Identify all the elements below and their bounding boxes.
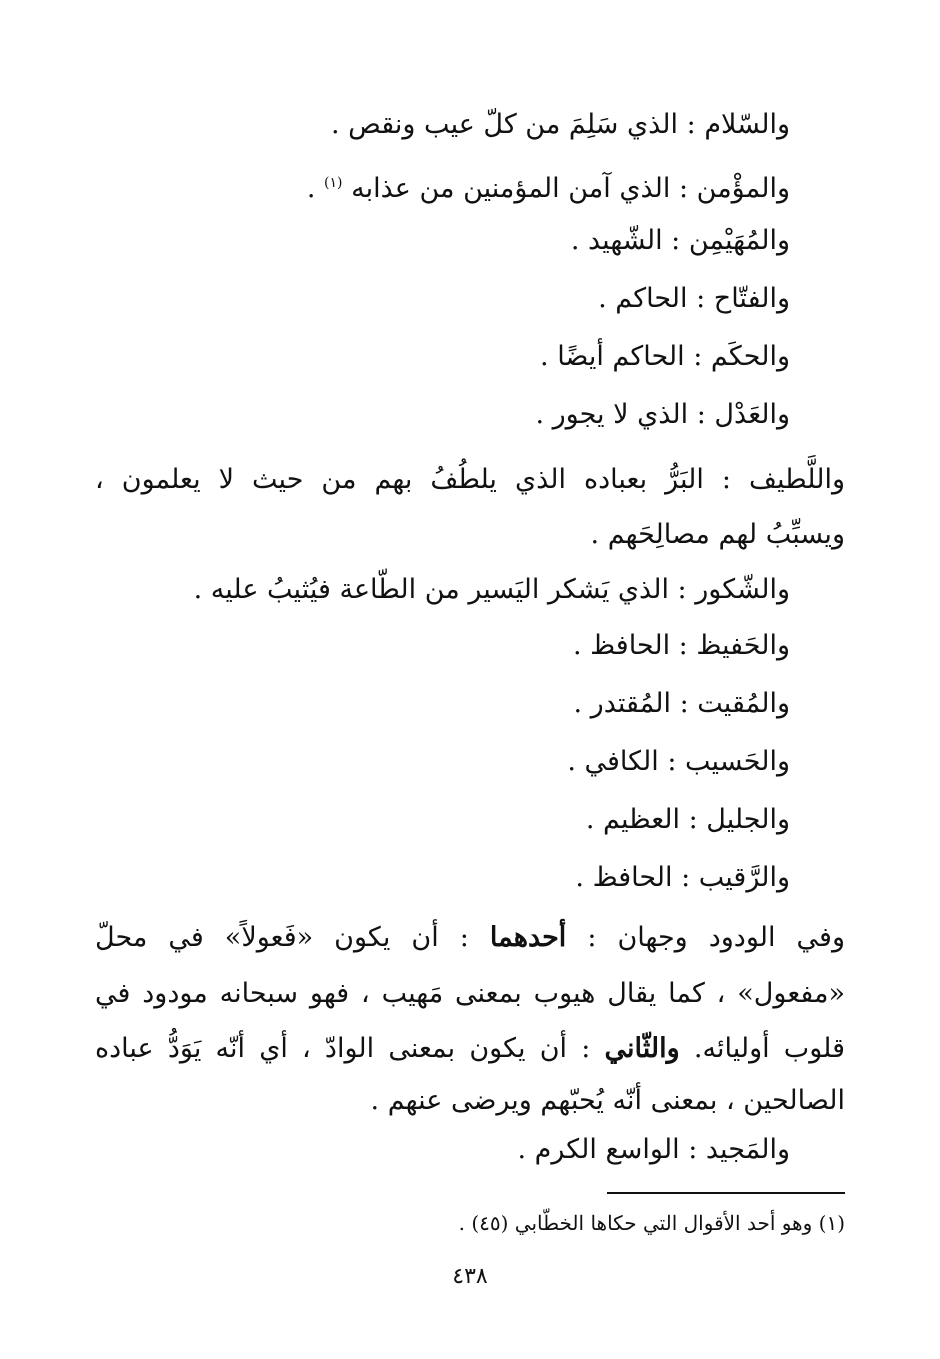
entry-definition: الكافي . <box>567 746 659 777</box>
footnote-divider <box>607 1192 845 1194</box>
entry-term: والمُهَيْمِن <box>688 225 790 256</box>
entry-salam <box>331 105 790 145</box>
entry-separator: : <box>687 283 714 314</box>
entry-separator: : <box>678 109 705 140</box>
entry-muqit <box>574 684 791 724</box>
entry-adl <box>535 395 790 435</box>
wadud-text: الصالحين ، بمعنى أنّه يُحبّهم ويرضى عنهم . <box>370 1085 845 1116</box>
entry-term: والمَجيد <box>705 1134 790 1165</box>
entry-term: والمُقيت <box>697 688 790 719</box>
wadud-text: قلوب أوليائه. <box>679 1033 846 1064</box>
entry-term: والحكَم <box>710 341 790 372</box>
entry-definition: الحافظ . <box>575 862 673 893</box>
entry-definition: الذي لا يجور . <box>535 399 689 430</box>
entry-separator: : <box>688 399 715 430</box>
entry-definition: الذي يَشكر اليَسير من الطّاعة فيُثيبُ عليه . <box>193 574 669 605</box>
entry-shakur <box>194 570 790 610</box>
entry-definition: العظيم . <box>585 804 680 835</box>
entry-definition: البَرُّ بعباده الذي يلطُفُ بهم من حيث لا يعلمون ، <box>95 464 704 495</box>
entry-term: والحَفيظ <box>696 630 790 661</box>
entry-term: والفتّاح <box>713 283 790 314</box>
entry-term: والسّلام <box>704 109 790 140</box>
wadud-text: : أن يكون «فَعولاً» في محلّ <box>95 922 490 953</box>
entry-term: واللَّطيف <box>749 464 845 495</box>
entry-separator: : <box>680 804 707 835</box>
entry-continuation: ويسبِّبُ لهم مصالِحَهم . <box>590 519 845 550</box>
footnote: (١) وهو أحد الأقوال التي حكاها الخطّابي (٤٥) . <box>458 1211 845 1235</box>
entry-separator: : <box>684 341 711 372</box>
entry-separator: : <box>672 862 699 893</box>
wadud-line-3 <box>95 1029 845 1069</box>
entry-latif-continuation <box>591 515 845 555</box>
wadud-second-label: والثّاني <box>604 1033 680 1064</box>
entry-definition: الشّهيد . <box>570 225 663 256</box>
entry-term: والمؤْمن <box>696 173 790 204</box>
entry-separator: : <box>658 746 686 777</box>
entry-hasib <box>567 742 790 782</box>
entry-separator: : <box>670 630 697 661</box>
wadud-text: وفي الودود وجهان : <box>566 922 845 953</box>
footnote-marker: (١) <box>324 175 343 191</box>
entry-definition: الواسع الكرم . <box>517 1134 680 1165</box>
entry-separator: : <box>670 173 697 204</box>
entry-fattah <box>598 279 790 319</box>
entry-term: والحَسيب <box>685 746 790 777</box>
entry-raqib <box>575 858 790 898</box>
wadud-text: «مفعول» ، كما يقال هيوب بمعنى مَهيب ، فهو سبحانه مودود في <box>95 978 845 1009</box>
entry-definition: الحافظ . <box>573 630 671 661</box>
entry-term: والعَدْل <box>714 399 790 430</box>
entry-term: والجليل <box>706 804 790 835</box>
entry-separator: : <box>662 225 689 256</box>
entry-separator: : <box>679 1134 706 1165</box>
page-number: ٤٣٨ <box>452 1264 488 1289</box>
entry-mumin <box>307 163 790 209</box>
entry-hafiz <box>573 626 790 666</box>
entry-term: والرَّقيب <box>698 862 790 893</box>
entry-definition: الحاكم أيضًا . <box>540 341 685 372</box>
entry-end: . <box>306 173 325 204</box>
entry-definition: الذي سَلِمَ من كلّ عيب ونقص . <box>331 109 679 140</box>
entry-definition: الحاكم . <box>598 283 688 314</box>
wadud-first-label: أحدهما <box>489 922 567 953</box>
entry-separator: : <box>668 574 696 605</box>
wadud-line-1 <box>95 918 845 958</box>
entry-term: والشّكور <box>695 574 790 605</box>
entry-separator: : <box>671 688 698 719</box>
entry-latif <box>95 460 845 500</box>
wadud-line-2 <box>95 974 845 1014</box>
wadud-text: : أن يكون بمعنى الوادّ ، أي أنّه يَوَدُّ عباده <box>95 1033 605 1064</box>
entry-definition: المُقتدر . <box>573 688 672 719</box>
entry-muhaymin <box>571 221 790 261</box>
wadud-line-4 <box>371 1081 845 1121</box>
entry-majid <box>517 1130 790 1170</box>
entry-hakam <box>540 337 790 377</box>
entry-separator: : <box>703 464 750 495</box>
entry-jalil <box>586 800 790 840</box>
entry-definition: الذي آمن المؤمنين من عذابه <box>351 173 671 204</box>
